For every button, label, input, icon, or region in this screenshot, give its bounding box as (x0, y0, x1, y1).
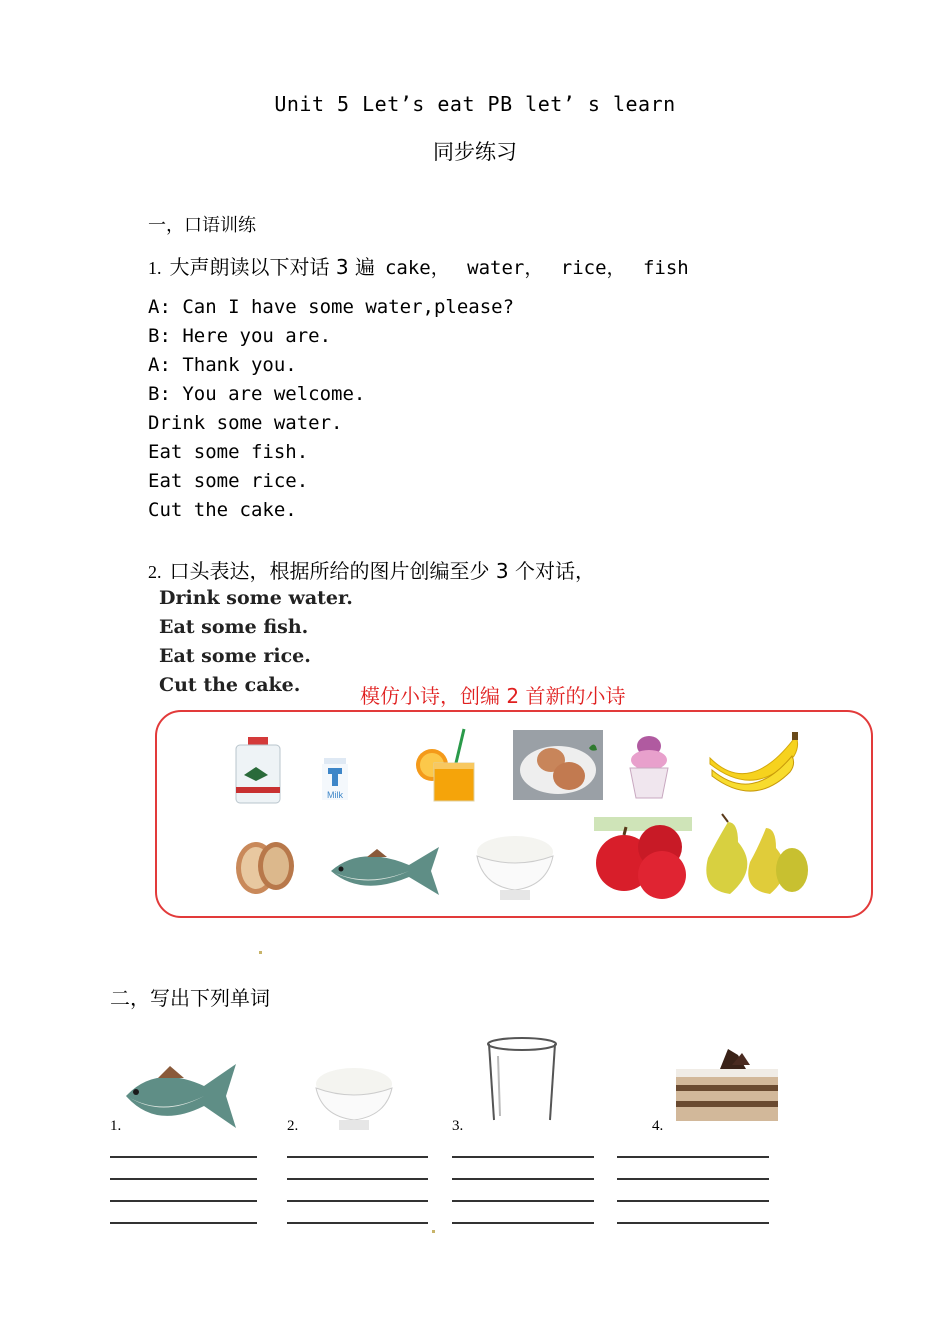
dialogue-line: A: Can I have some water,please? (148, 296, 515, 318)
writing-line[interactable] (110, 1222, 257, 1224)
dialogue-line: B: Here you are. (148, 325, 332, 347)
page-title: Unit 5 Let’s eat PB let’ s learn (274, 92, 676, 116)
poem-task: 模仿小诗，创编 2 首新的小诗 (360, 684, 626, 708)
dialogue-line: Eat some rice. (148, 470, 309, 492)
dialogue-line: Eat some fish. (148, 441, 309, 463)
banana-icon (706, 730, 802, 800)
writing-line[interactable] (110, 1178, 257, 1180)
dialogue-line: B: You are welcome. (148, 383, 366, 405)
orange-juice-icon (412, 727, 478, 805)
writing-line[interactable] (617, 1178, 769, 1180)
item-2-number: 2. (287, 1118, 299, 1134)
stray-dot (432, 1230, 435, 1233)
question-2-number: 2. (148, 562, 162, 582)
poem (159, 584, 353, 700)
stray-dot (259, 951, 262, 954)
rice-bowl-icon (311, 1060, 397, 1132)
dialogue (148, 293, 514, 525)
bread-icon (232, 832, 302, 896)
poem-line: Drink some water. (159, 587, 353, 609)
writing-line[interactable] (287, 1200, 428, 1202)
glass-icon (484, 1036, 560, 1126)
section-1-heading: 一，口语训练 (148, 215, 256, 236)
writing-line[interactable] (452, 1156, 594, 1158)
milk-carton-icon (318, 756, 352, 802)
question-1 (148, 251, 689, 280)
item-4-number: 4. (652, 1118, 664, 1134)
eggs-icon (513, 730, 603, 800)
question-2-instruction: 口头表达，根据所给的图片创编至少 3 个对话， (169, 559, 595, 583)
writing-line[interactable] (617, 1156, 769, 1158)
writing-line[interactable] (287, 1222, 428, 1224)
section-2-heading: 二，写出下列单词 (110, 986, 270, 1010)
question-1-words: cake， water， rice， fish (384, 257, 689, 279)
pear-icon (698, 812, 810, 898)
poem-line: Eat some rice. (159, 645, 311, 667)
rice-bowl-icon (472, 828, 558, 904)
question-2 (148, 555, 595, 584)
writing-line[interactable] (452, 1222, 594, 1224)
page-subtitle: 同步练习 (433, 140, 517, 164)
dialogue-line: Drink some water. (148, 412, 343, 434)
item-1-number: 1. (110, 1118, 122, 1134)
water-bottle-icon (230, 735, 286, 805)
dialogue-line: A: Thank you. (148, 354, 297, 376)
writing-line[interactable] (452, 1178, 594, 1180)
dialogue-line: Cut the cake. (148, 499, 297, 521)
question-1-number: 1. (148, 258, 162, 278)
fish-icon (122, 1060, 242, 1130)
writing-line[interactable] (110, 1200, 257, 1202)
poem-line: Cut the cake. (159, 674, 301, 696)
milk-label: Milk (327, 790, 343, 800)
apple-icon (594, 817, 692, 899)
writing-line[interactable] (110, 1156, 257, 1158)
writing-line[interactable] (452, 1200, 594, 1202)
writing-line[interactable] (617, 1200, 769, 1202)
poem-line: Eat some fish. (159, 616, 309, 638)
fish-icon (327, 845, 445, 895)
writing-line[interactable] (287, 1178, 428, 1180)
writing-line[interactable] (617, 1222, 769, 1224)
writing-line[interactable] (287, 1156, 428, 1158)
question-1-instruction: 大声朗读以下对话 3 遍 (169, 255, 375, 279)
cupcake-icon (622, 728, 676, 802)
cake-icon (672, 1045, 782, 1125)
item-3-number: 3. (452, 1118, 464, 1134)
